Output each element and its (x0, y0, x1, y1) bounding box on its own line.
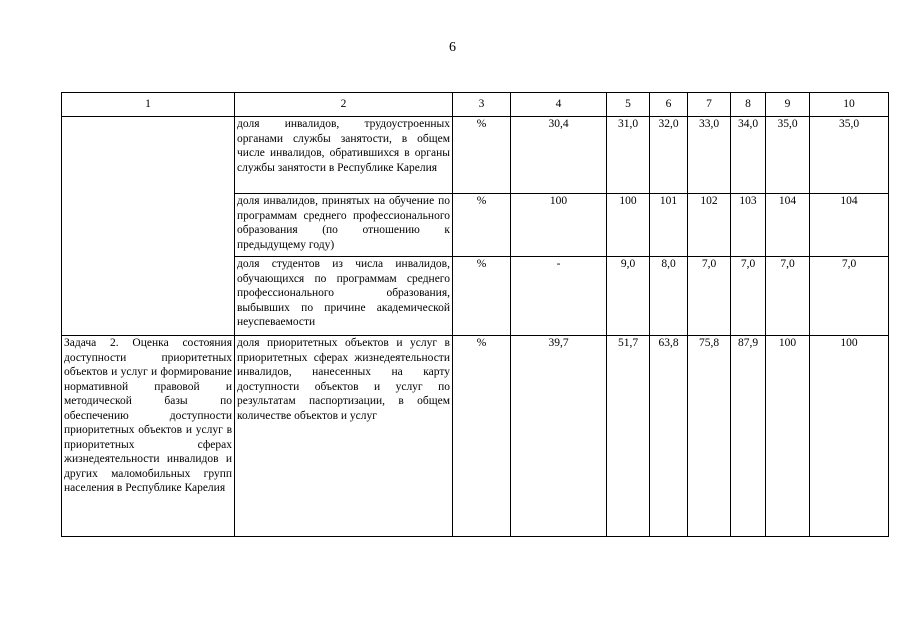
value-cell: 8,0 (650, 257, 688, 336)
value-cell: 35,0 (810, 117, 889, 194)
value-cell: 75,8 (688, 336, 731, 537)
task-cell: Задача 2. Оценка состояния доступности приоритетных объектов и услуг и формирование нормативной правовой и методической базы по обеспечению доступности приоритетных объектов и услуг в приоритетных сферах жизнедеятельности инвалидов и других маломобильных групп населения в Республике Карелия (62, 336, 235, 537)
value-cell: 102 (688, 194, 731, 257)
indicator-cell: доля студентов из числа инвалидов, обучающихся по программам среднего профессионального образования, выбывших по причине академической неуспеваемости (235, 257, 453, 336)
value-cell: 63,8 (650, 336, 688, 537)
value-cell: 87,9 (731, 336, 766, 537)
value-cell: 35,0 (766, 117, 810, 194)
value-cell: 39,7 (511, 336, 607, 537)
col-header-7: 7 (688, 93, 731, 117)
value-cell: 32,0 (650, 117, 688, 194)
value-cell: - (511, 257, 607, 336)
task-cell-empty (62, 117, 235, 336)
value-cell: 9,0 (607, 257, 650, 336)
value-cell: 7,0 (810, 257, 889, 336)
col-header-2: 2 (235, 93, 453, 117)
value-cell: 104 (766, 194, 810, 257)
col-header-1: 1 (62, 93, 235, 117)
value-cell: 103 (731, 194, 766, 257)
value-cell: 100 (810, 336, 889, 537)
indicators-table (61, 92, 889, 537)
value-cell: 30,4 (511, 117, 607, 194)
value-cell: 100 (607, 194, 650, 257)
col-header-10: 10 (810, 93, 889, 117)
table-row (62, 117, 889, 194)
unit-cell: % (453, 257, 511, 336)
value-cell: 31,0 (607, 117, 650, 194)
col-header-3: 3 (453, 93, 511, 117)
value-cell: 7,0 (766, 257, 810, 336)
unit-cell: % (453, 117, 511, 194)
page-number: 6 (449, 40, 456, 55)
unit-cell: % (453, 336, 511, 537)
value-cell: 100 (766, 336, 810, 537)
unit-cell: % (453, 194, 511, 257)
indicator-cell: доля инвалидов, трудоустроенных органами службы занятости, в общем числе инвалидов, обратившихся в органы службы занятости в Республике Карелия (235, 117, 453, 194)
col-header-8: 8 (731, 93, 766, 117)
indicator-cell: доля приоритетных объектов и услуг в приоритетных сферах жизнедеятельности инвалидов, нанесенных на карту доступности объектов и услуг по результатам паспортизации, в общем количестве объектов и услуг (235, 336, 453, 537)
col-header-4: 4 (511, 93, 607, 117)
value-cell: 33,0 (688, 117, 731, 194)
col-header-6: 6 (650, 93, 688, 117)
value-cell: 51,7 (607, 336, 650, 537)
value-cell: 101 (650, 194, 688, 257)
value-cell: 34,0 (731, 117, 766, 194)
table-row (62, 336, 889, 537)
col-header-5: 5 (607, 93, 650, 117)
col-header-9: 9 (766, 93, 810, 117)
indicator-cell: доля инвалидов, принятых на обучение по программам среднего профессионального образования (по отношению к предыдущему году) (235, 194, 453, 257)
value-cell: 100 (511, 194, 607, 257)
header-row (62, 93, 889, 117)
value-cell: 7,0 (688, 257, 731, 336)
value-cell: 104 (810, 194, 889, 257)
value-cell: 7,0 (731, 257, 766, 336)
